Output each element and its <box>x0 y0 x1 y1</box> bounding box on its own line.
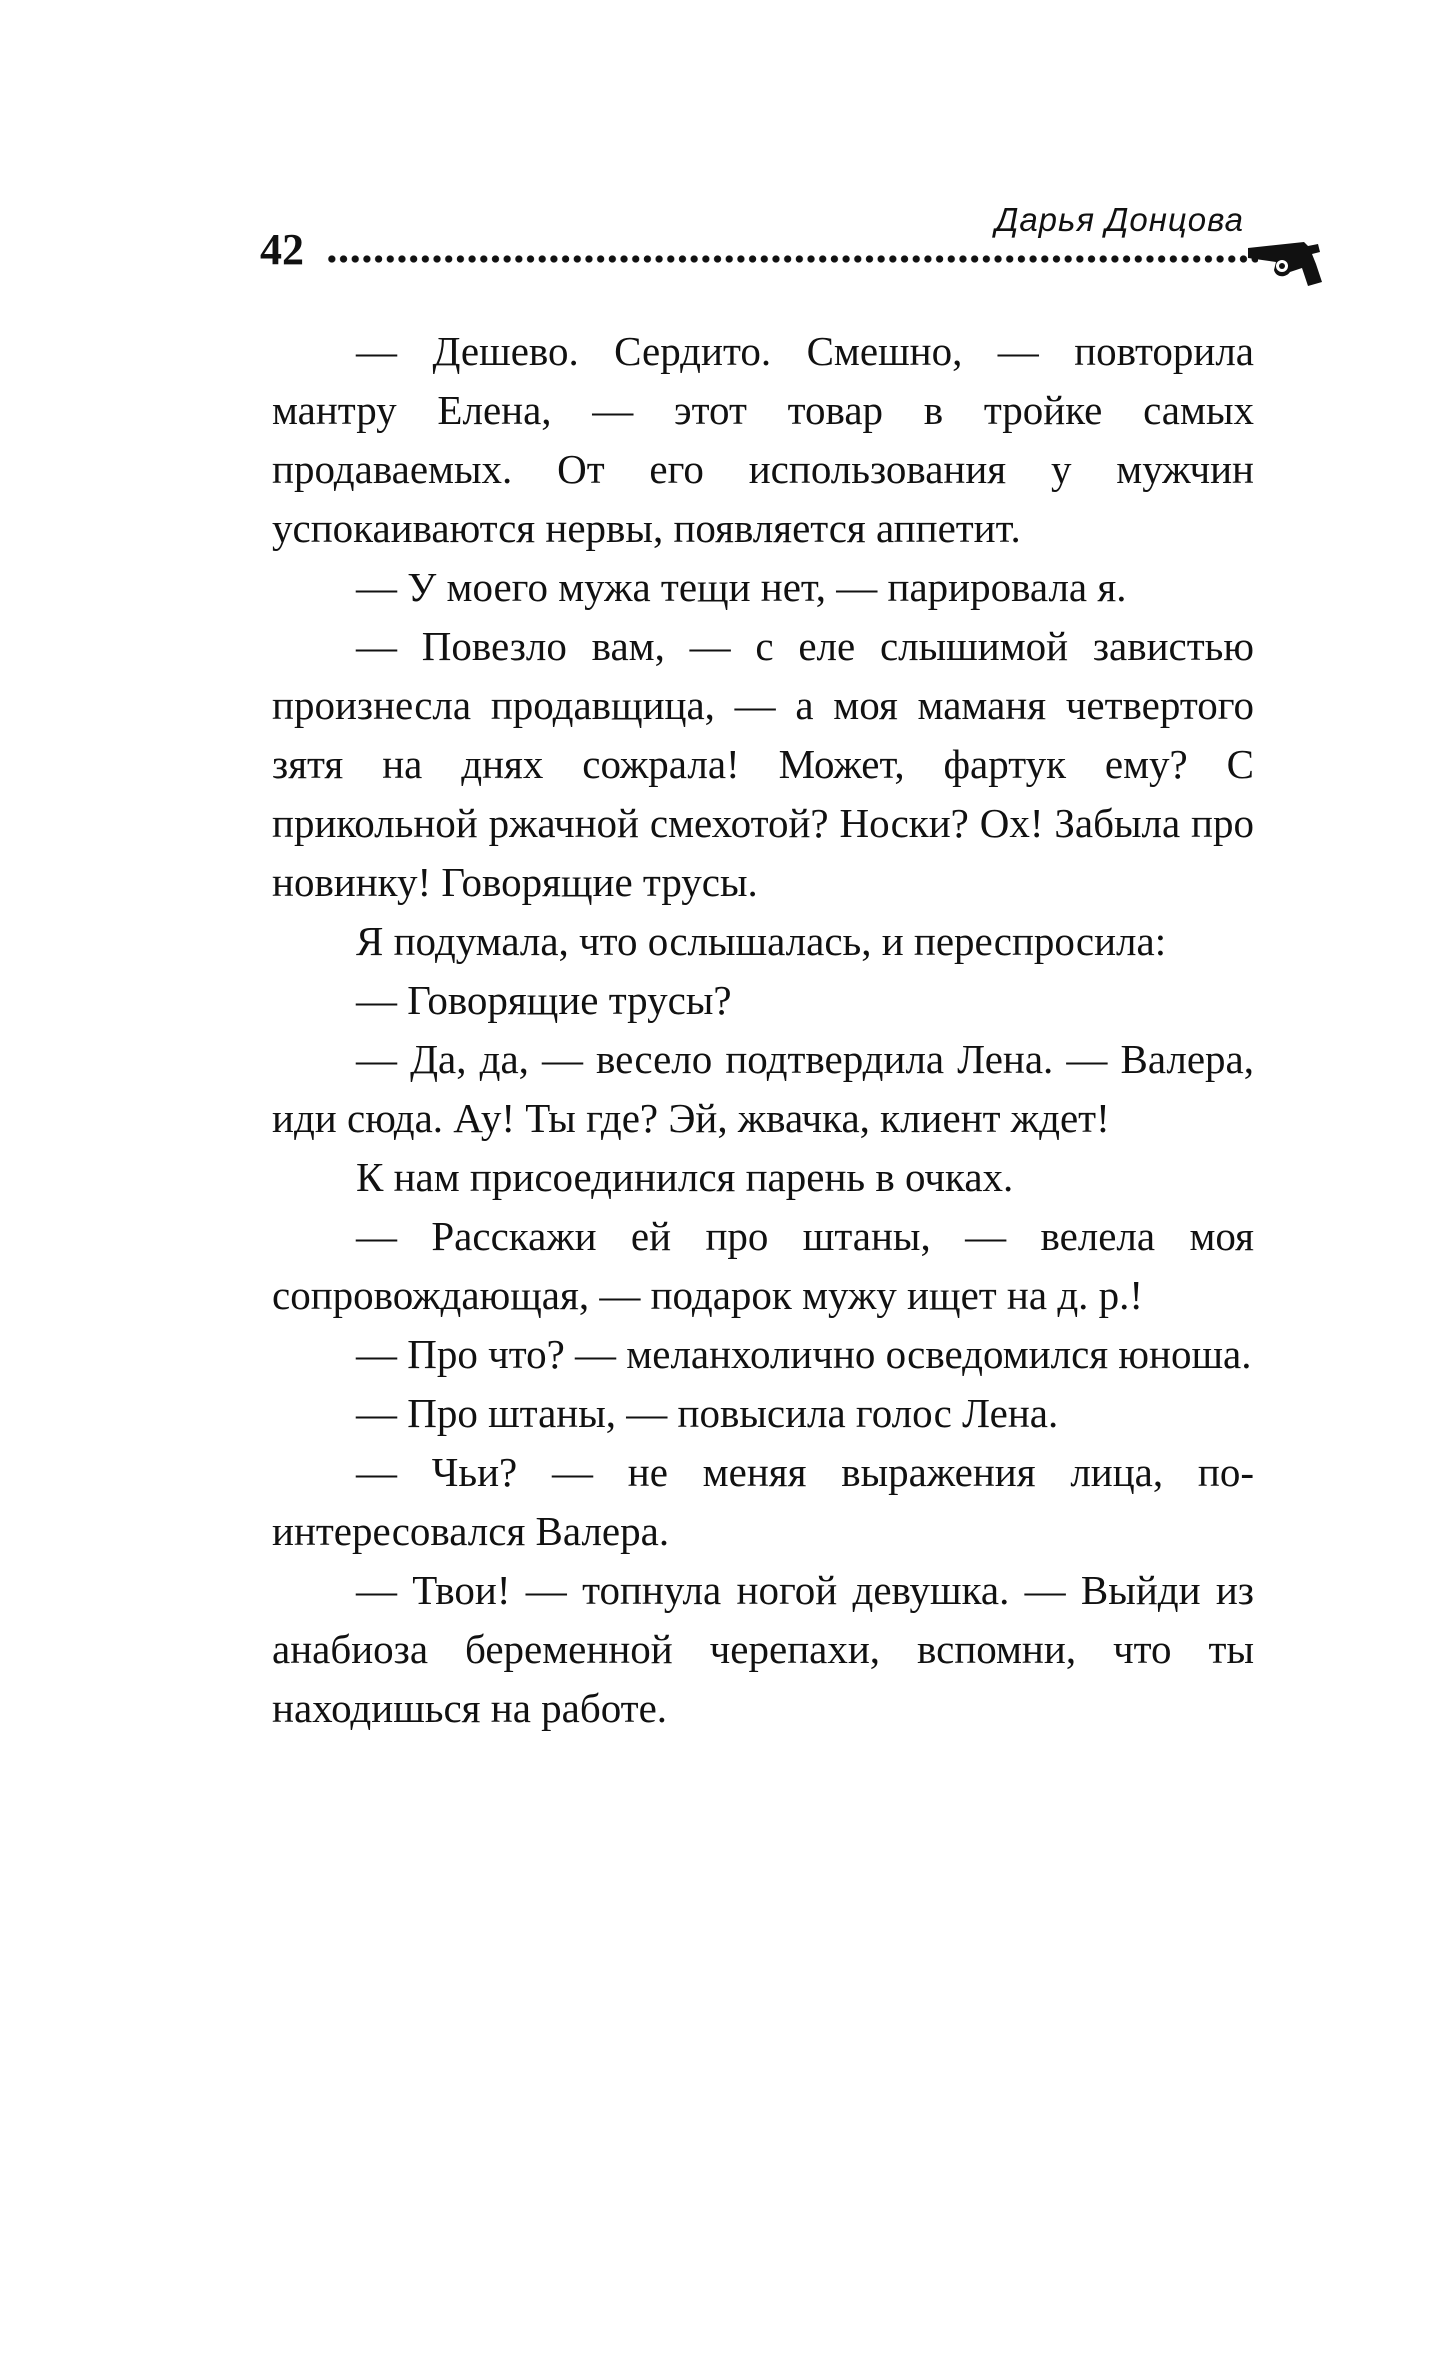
paragraph: — Говорящие трусы? <box>356 977 732 1023</box>
paragraph: — Расскажи ей про штаны, — велела моя сопровождающая, — подарок мужу ищет на д. р.! <box>272 1213 1254 1318</box>
paragraph: — Твои! — топнула ногой девушка. — Выйди из анабиоза беременной черепахи, вспомни, что ты находишься на работе. <box>272 1567 1254 1731</box>
running-head-author: Дарья Донцова <box>995 201 1244 238</box>
paragraph: Я подумала, что ослышалась, и переспросила: <box>356 918 1167 964</box>
dotted-leader <box>326 254 1258 264</box>
running-header <box>260 200 1322 290</box>
paragraph: — Повезло вам, — с еле слышимой завистью произнесла продавщица, — а моя маманя четвертого зятя на днях сожрала! Может, фартук ему? С прикольной ржачной смехотой? Носки? Ох! Забыла про новинку! Говорящие трусы. <box>272 623 1254 905</box>
paragraph: К нам присоединился парень в очках. <box>356 1154 1014 1200</box>
paragraph: — Дешево. Сердито. Смешно, — повторила мантру Елена, — этот товар в тройке самых продаваемых. От его использования у мужчин успокаиваются нервы, появляется аппетит. <box>272 328 1254 551</box>
paragraph: — Про штаны, — повысила голос Лена. <box>356 1390 1059 1436</box>
page-number: 42 <box>260 225 304 274</box>
paragraph: — Да, да, — весело подтвердила Лена. — Валера, иди сюда. Ау! Ты где? Эй, жвачка, клиент ждет! <box>272 1036 1254 1141</box>
paragraph: — Про что? — меланхолично осведомился юноша. <box>356 1331 1252 1377</box>
paragraph: — Чьи? — не меняя выражения лица, поинтересовался Валера. <box>272 1449 1254 1554</box>
paragraph: — У моего мужа тещи нет, — парировала я. <box>356 564 1127 610</box>
page-body <box>272 322 1254 1738</box>
revolver-icon <box>1246 238 1322 288</box>
